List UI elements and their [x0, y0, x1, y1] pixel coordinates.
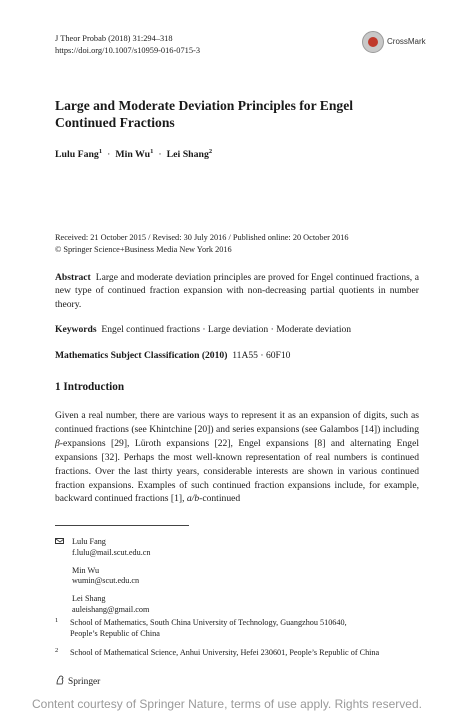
crossmark-icon	[362, 31, 384, 53]
author-separator: ·	[107, 149, 111, 160]
contact-name: Min Wu	[72, 565, 100, 575]
footnote-divider	[55, 525, 189, 526]
affiliation-number: 1	[55, 617, 59, 624]
keywords	[55, 324, 351, 335]
affiliations	[55, 618, 435, 666]
author-affil-sup: 1	[98, 148, 103, 155]
contact-entry	[55, 566, 150, 588]
crossmark-label: CrossMark	[387, 37, 426, 46]
intro-text: -expansions [	[59, 437, 115, 449]
publisher-logo	[55, 675, 100, 687]
contact-name: Lei Shang	[72, 594, 106, 604]
citation-link[interactable]: 32	[104, 451, 115, 463]
contact-email[interactable]: wumin@scut.edu.cn	[72, 576, 140, 586]
affiliation-line: People’s Republic of China	[70, 628, 160, 638]
affiliation-entry	[55, 618, 435, 640]
journal-citation	[55, 33, 200, 56]
doi-link[interactable]: https://doi.org/10.1007/s10959-016-0715-3	[55, 45, 201, 55]
intro-text: ],	[178, 493, 187, 505]
citation-link[interactable]: 20	[197, 423, 208, 435]
citation-link[interactable]: 8	[317, 437, 323, 449]
abstract-heading: Abstract	[55, 272, 91, 283]
math-beta: β	[55, 437, 60, 449]
intro-text: ]) and series expansions (see Galambos [	[207, 423, 365, 435]
crossmark-badge[interactable]	[362, 30, 452, 56]
intro-paragraph	[55, 409, 419, 506]
author-affil-sup: 1	[150, 148, 154, 155]
author-name[interactable]: Lei Shang	[166, 149, 209, 160]
title-line-2: Continued Fractions	[55, 115, 175, 130]
section-heading: 1 Introduction	[55, 381, 125, 393]
affiliation-entry	[55, 648, 435, 659]
affiliation-number: 2	[55, 646, 59, 654]
msc-classification	[55, 350, 290, 361]
affiliation-line: School of Mathematics, South China University of Technology, Guangzhou 510640,	[70, 618, 347, 627]
author-separator: ·	[158, 149, 162, 160]
keywords-text: Engel continued fractions · Large deviation · Moderate deviation	[101, 324, 352, 335]
journal-line: J Theor Probab (2018) 31:294–318	[55, 34, 173, 43]
springer-horse-icon	[55, 675, 65, 685]
affiliation-line: School of Mathematical Science, Anhui University, Hefei 230601, People’s Republic of China	[70, 647, 380, 657]
math-a-over-b: a/b	[186, 493, 200, 505]
abstract-text: Large and moderate deviation principles are proved for Engel continued fractions, a new type of continued fraction expansion with non-decreasing partial quotients in number theory.	[55, 272, 420, 310]
title-line-1: Large and Moderate Deviation Principles for Engel	[55, 98, 354, 113]
citation-link[interactable]: 1	[174, 493, 179, 505]
author-name[interactable]: Min Wu	[115, 149, 151, 160]
received-dates: Received: 21 October 2015 / Revised: 30 July 2016 / Published online: 20 October 2016	[55, 233, 349, 242]
contact-email[interactable]: f.lulu@mail.scut.edu.cn	[72, 547, 151, 557]
courtesy-watermark: Content courtesy of Springer Nature, terms of use apply. Rights reserved.	[32, 697, 422, 711]
paper-title	[55, 97, 425, 131]
citation-link[interactable]: 14	[364, 423, 374, 435]
author-name[interactable]: Lulu Fang	[55, 149, 99, 160]
abstract	[55, 271, 419, 311]
intro-text: ], Lüroth expansions [	[123, 437, 218, 449]
citation-link[interactable]: 22	[217, 437, 228, 449]
publisher-name: Springer	[68, 677, 101, 687]
citation-link[interactable]: 29	[114, 437, 124, 449]
contact-email[interactable]: auleishang@gmail.com	[72, 604, 150, 614]
intro-text: ], Engel expansions [	[227, 437, 318, 449]
keywords-heading: Keywords	[55, 324, 97, 335]
contact-entry	[55, 537, 150, 559]
corresponding-contacts	[55, 537, 150, 623]
author-list	[55, 148, 212, 160]
msc-heading: Mathematics Subject Classification (2010)	[55, 350, 228, 361]
intro-text: ]) including	[373, 423, 419, 435]
intro-text: ]. Perhaps the most well-known representation of real numbers is continued fractions. Over the last thirty years, considerable interests are shown in various continued fraction expansions. Examples of such continued fraction expansions include, for example, backward continued fractions [	[55, 451, 419, 505]
envelope-icon	[55, 538, 64, 544]
contact-entry	[55, 594, 150, 616]
intro-text: ] and alternating Engel expansions [	[55, 437, 419, 463]
intro-text: Given a real number, there are various ways to represent it as an expansion of digits, such as continued fractions (see Khintchine [	[55, 410, 419, 435]
publication-history	[55, 232, 349, 255]
author-affil-sup: 2	[208, 148, 213, 155]
intro-text: -continued	[199, 493, 241, 505]
contact-name: Lulu Fang	[72, 537, 106, 546]
msc-codes: 11A55 · 60F10	[232, 350, 291, 361]
copyright-notice: © Springer Science+Business Media New York 2016	[55, 244, 232, 254]
